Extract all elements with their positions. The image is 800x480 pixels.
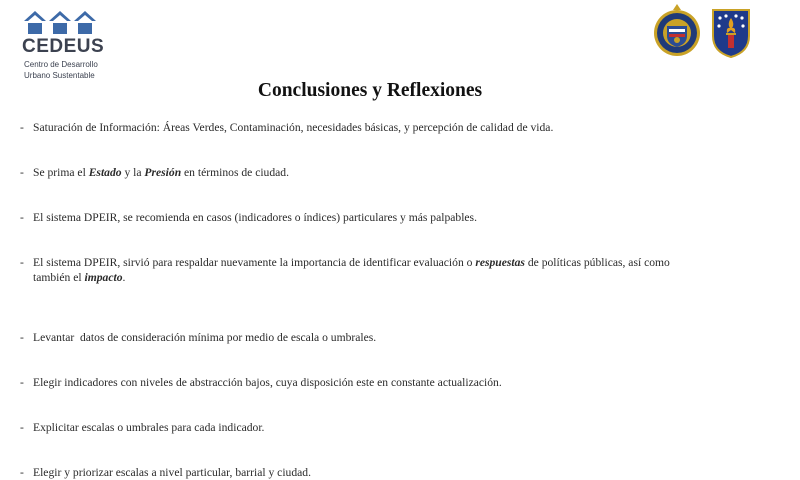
emphasis-text: respuestas [475,256,525,269]
list-item: - Explicitar escalas o umbrales para cada indicador. [20,421,265,434]
list-item: - Saturación de Información: Áreas Verdes, Contaminación, necesidades básicas, y percepción de calidad de vida. [20,121,554,134]
emphasis-text: Presión [144,166,182,179]
bullet-list [20,120,680,479]
university-shield-icon [711,8,751,58]
logo-name: CEDEUS [22,36,105,57]
emphasis-text: impacto [84,271,123,284]
houses-icon [24,10,96,34]
logo-subtitle-line1: Centro de Desarrollo [24,60,98,69]
list-item: - Se prima el Estado y la Presión en términos de ciudad. [20,166,289,179]
list-item: - Elegir indicadores con niveles de abstracción bajos, cuya disposición este en constante actualización. [20,376,502,389]
emphasis-text: Estado [88,166,122,179]
list-item: - Elegir y priorizar escalas a nivel particular, barrial y ciudad. [20,466,311,479]
university-crest-icon [652,2,702,58]
logo-subtitle-line2: Urbano Sustentable [24,71,95,80]
cedeus-logo [22,10,105,86]
list-item: - El sistema DPEIR, sirvió para respaldar nuevamente la importancia de identificar evaluación o respuestas de políticas públicas, así como también el impacto. [20,256,670,284]
list-item: - Levantar datos de consideración mínima por medio de escala o umbrales. [20,331,377,344]
list-item: - El sistema DPEIR, se recomienda en casos (indicadores o índices) particulares y más palpables. [20,211,477,224]
page-title: Conclusiones y Reflexiones [257,80,483,101]
